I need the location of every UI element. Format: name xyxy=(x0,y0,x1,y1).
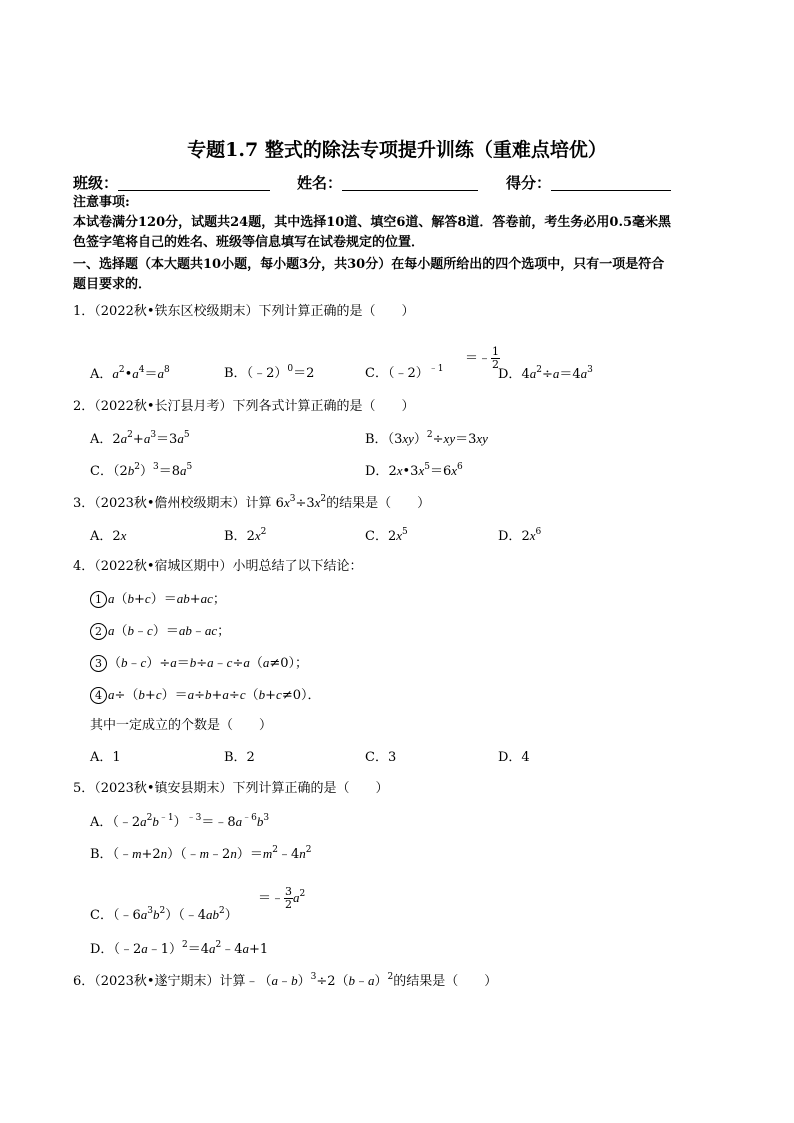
q1-fraction: $\frac{1}{2}$ xyxy=(492,345,500,371)
q2-option-b[interactable]: B．$(3xy)^2\div xy=3xy$ xyxy=(365,430,488,447)
q5-option-b[interactable]: B．$(﹣m+2n)(﹣m﹣2n)=m^2﹣4n^2$ xyxy=(90,845,312,862)
q4-conclusion-4: 4 a÷（b+c）＝a÷b+a÷c（b+c≠0）． xyxy=(90,686,320,705)
q3-option-d[interactable]: D．$2x^6$ xyxy=(498,527,542,544)
q4-option-d[interactable]: D．4 xyxy=(498,750,530,765)
q6-stem: 6．（2023秋•遂宁期末）计算﹣（a﹣b）$^3$÷2（b﹣a）$^2$的结果是（ ） xyxy=(73,972,498,989)
q4-option-b[interactable]: B．2 xyxy=(224,750,255,765)
score-field xyxy=(506,172,671,193)
q4-stem: 4．（2022秋•宿城区期中）小明总结了以下结论： xyxy=(73,559,363,574)
q2-option-a[interactable]: A．$2a^2+a^3=3a^5$ xyxy=(90,430,190,447)
notes-line-1: 本试卷满分120分，试题共24题，其中选择10道、填空6道、解答8道．答卷前，考生务必用0.5毫米黑 xyxy=(73,215,672,230)
class-blank[interactable] xyxy=(118,175,270,191)
q4-question: 其中一定成立的个数是（ ） xyxy=(90,718,273,733)
circled-2-icon: 2 xyxy=(90,623,107,640)
q1-option-b[interactable]: B．（﹣2）$^0$＝2 xyxy=(224,364,315,381)
q5-option-d[interactable]: D．$(﹣2a﹣1)^2=4a^2﹣4a+1$ xyxy=(90,940,269,957)
q4-option-c[interactable]: C．3 xyxy=(365,750,397,765)
q2-option-d[interactable]: D．$2x•3x^5=6x^6$ xyxy=(365,462,463,479)
q4-conclusion-2: 2 a（b﹣c）＝ab﹣ac； xyxy=(90,622,230,641)
q1-option-d[interactable]: D．$4a^2\div a=4a^3$ xyxy=(498,365,593,382)
score-blank[interactable] xyxy=(551,175,671,191)
q5-option-c[interactable]: C．$(﹣6a^3b^2)(﹣4ab^2)$ xyxy=(90,906,238,923)
notes-heading: 注意事项: xyxy=(73,195,130,210)
q3-option-a[interactable]: A．2x xyxy=(90,528,127,544)
score-label: 得分： xyxy=(506,174,552,192)
page-title: 专题1.7 整式的除法专项提升训练（重难点培优） xyxy=(187,139,607,161)
q1-option-c-result: ＝﹣ $\frac{1}{2}$ xyxy=(465,345,500,371)
q5-option-c-result: ＝﹣ $\frac{3}{2}$ $a^2$ xyxy=(258,885,306,911)
q5-fraction: $\frac{3}{2}$ xyxy=(285,885,293,911)
name-blank[interactable] xyxy=(342,175,478,191)
q3-option-b[interactable]: B．$2x^2$ xyxy=(224,527,267,544)
notes-line-2: 色签字笔将自己的姓名、班级等信息填写在试卷规定的位置． xyxy=(73,235,425,250)
q1-option-c[interactable]: C．（﹣2）$^{﹣1}$ xyxy=(365,364,444,381)
circled-4-icon: 4 xyxy=(90,687,107,704)
section-heading-1: 一、选择题（本大题共10小题，每小题3分，共30分）在每小题所给出的四个选项中，只有一项是符合 xyxy=(73,257,665,272)
q3-option-c[interactable]: C．$2x^5$ xyxy=(365,527,408,544)
q2-stem: 2．（2022秋•长汀县月考）下列各式计算正确的是（ ） xyxy=(73,399,415,414)
circled-3-icon: 3 xyxy=(90,655,107,672)
q4-conclusion-3: 3 （b﹣c）÷a＝b÷a﹣c÷a（a≠0）； xyxy=(90,654,308,673)
q1-stem: 1．（2022秋•铁东区校级期末）下列计算正确的是（ ） xyxy=(73,304,415,319)
q2-option-c[interactable]: C．$(2b^2)^3=8a^5$ xyxy=(90,462,193,479)
circled-1-icon: 1 xyxy=(90,591,107,608)
q5-stem: 5．（2023秋•镇安县期末）下列计算正确的是（ ） xyxy=(73,781,389,796)
name-label: 姓名： xyxy=(297,174,343,192)
q3-stem: 3．（2023秋•儋州校级期末）计算 $6x^3\div 3x^2$的结果是（ ） xyxy=(73,494,431,511)
class-label: 班级： xyxy=(73,174,119,192)
q4-conclusion-1: 1 a（b+c）＝ab+ac； xyxy=(90,590,226,609)
q5-option-a[interactable]: A．$(﹣2a^2b^{﹣1})^{﹣3}=﹣8a^{﹣6}b^3$ xyxy=(90,813,270,830)
q4-option-a[interactable]: A．1 xyxy=(90,750,121,765)
class-field xyxy=(73,172,270,193)
name-field xyxy=(297,172,478,193)
q1-option-a[interactable]: A．$a^2•a^4=a^8$ xyxy=(90,365,170,382)
section-heading-2: 题目要求的． xyxy=(73,277,152,292)
